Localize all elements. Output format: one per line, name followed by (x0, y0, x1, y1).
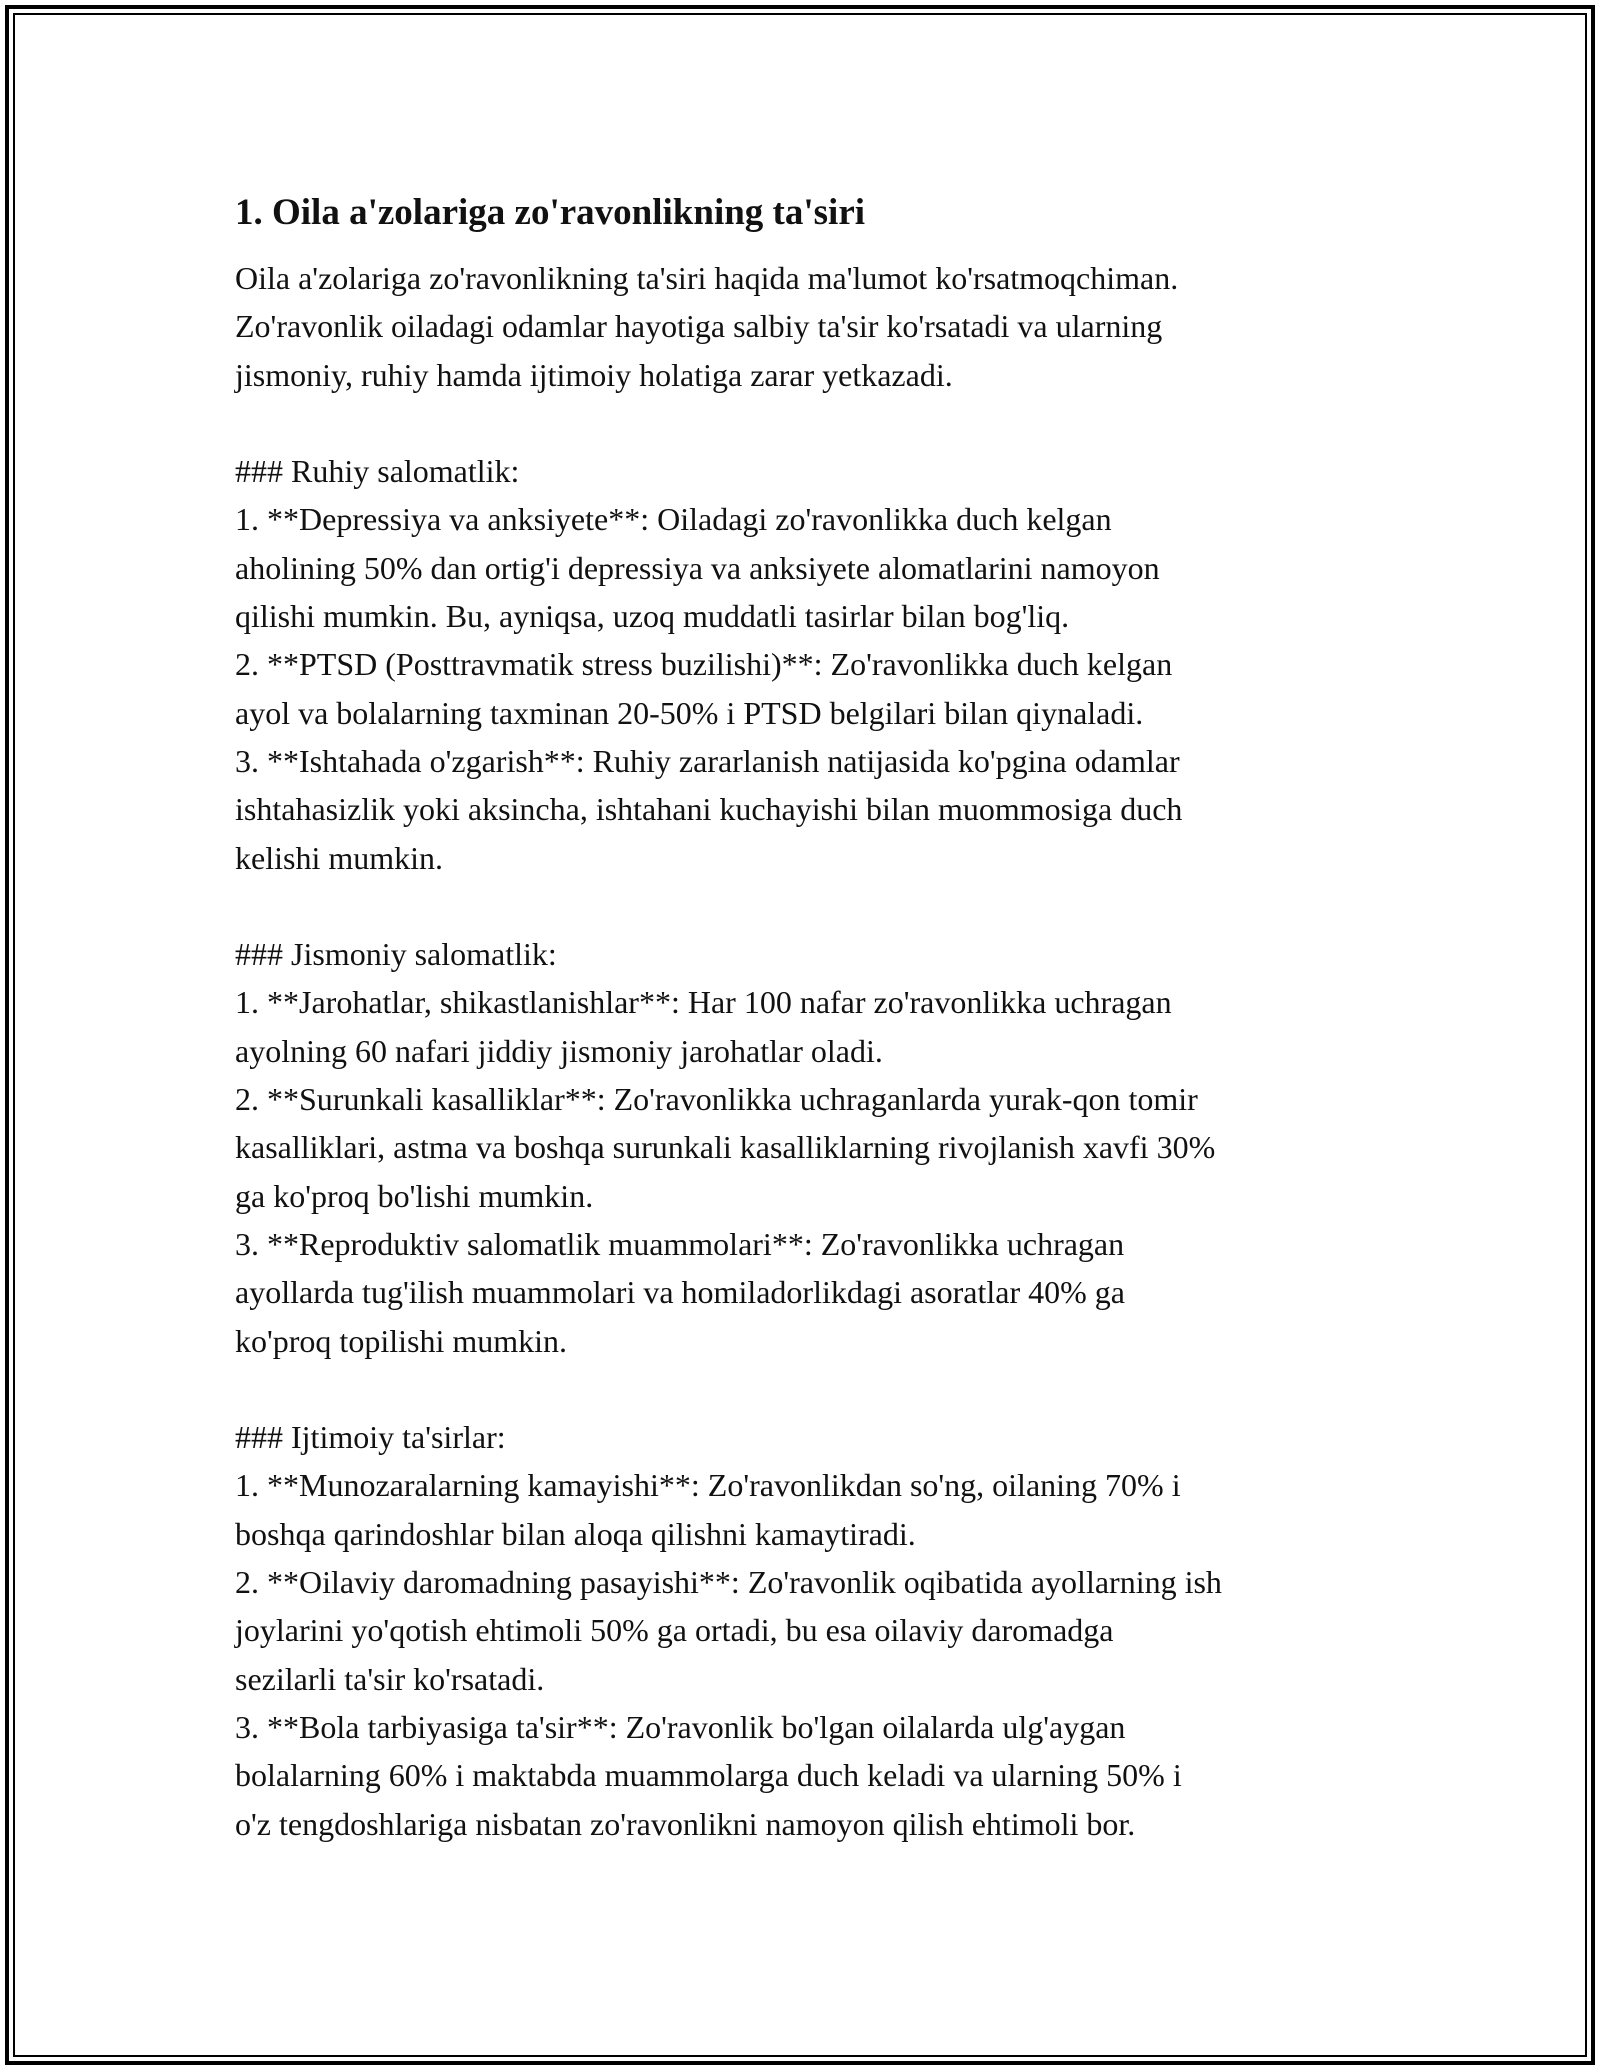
section-line: ayollarda tug'ilish muammolari va homiladorlikdagi asoratlar 40% ga (235, 1274, 1125, 1311)
section-line: o'z tengdoshlariga nisbatan zo'ravonlikni namoyon qilish ehtimoli bor. (235, 1805, 1136, 1842)
section-line: ayol va bolalarning taxminan 20-50% i PTSD belgilari bilan qiynaladi. (235, 694, 1144, 731)
document-title: 1. Oila a'zolariga zo'ravonlikning ta'siri (235, 192, 866, 233)
paragraph-spacer (235, 882, 1385, 930)
section-line: 1. **Munozaralarning kamayishi**: Zo'ravonlikdan so'ng, oilaning 70% i (235, 1467, 1181, 1504)
section-heading: ### Jismoniy salomatlik: (235, 936, 557, 973)
section-line: sezilarli ta'sir ko'rsatadi. (235, 1660, 545, 1697)
paragraph-spacer (235, 1365, 1385, 1413)
section-mental-health (235, 447, 1385, 882)
intro-line: Zo'ravonlik oiladagi odamlar hayotiga salbiy ta'sir ko'rsatadi va ularning (235, 308, 1163, 345)
section-line: qilishi mumkin. Bu, ayniqsa, uzoq muddatli tasirlar bilan bog'liq. (235, 598, 1070, 635)
document-body (235, 190, 1385, 1848)
paragraph-spacer (235, 399, 1385, 447)
section-physical-health (235, 930, 1385, 1365)
section-line: joylarini yo'qotish ehtimoli 50% ga ortadi, bu esa oilaviy daromadga (235, 1612, 1114, 1649)
intro-paragraph (235, 254, 1385, 399)
section-line: bolalarning 60% i maktabda muammolarga duch keladi va ularning 50% i (235, 1757, 1182, 1794)
section-line: 1. **Jarohatlar, shikastlanishlar**: Har 100 nafar zo'ravonlikka uchragan (235, 984, 1172, 1021)
section-heading: ### Ruhiy salomatlik: (235, 453, 520, 490)
section-heading: ### Ijtimoiy ta'sirlar: (235, 1419, 506, 1456)
section-line: 3. **Bola tarbiyasiga ta'sir**: Zo'ravonlik bo'lgan oilalarda ulg'aygan (235, 1708, 1126, 1745)
section-line: ayolning 60 nafari jiddiy jismoniy jarohatlar oladi. (235, 1032, 883, 1069)
section-line: ga ko'proq bo'lishi mumkin. (235, 1177, 594, 1214)
section-line: 2. **Surunkali kasalliklar**: Zo'ravonlikka uchraganlarda yurak-qon tomir (235, 1081, 1198, 1118)
section-line: 1. **Depressiya va anksiyete**: Oiladagi zo'ravonlikka duch kelgan (235, 501, 1112, 538)
section-line: aholining 50% dan ortig'i depressiya va anksiyete alomatlarini namoyon (235, 549, 1160, 586)
section-line: 2. **PTSD (Posttravmatik stress buzilishi)**: Zo'ravonlikka duch kelgan (235, 646, 1173, 683)
section-line: 2. **Oilaviy daromadning pasayishi**: Zo'ravonlik oqibatida ayollarning ish (235, 1564, 1222, 1601)
section-line: kelishi mumkin. (235, 839, 443, 876)
section-line: kasalliklari, astma va boshqa surunkali kasalliklarning rivojlanish xavfi 30% (235, 1129, 1216, 1166)
section-line: boshqa qarindoshlar bilan aloqa qilishni kamaytiradi. (235, 1515, 916, 1552)
section-line: ishtahasizlik yoki aksincha, ishtahani kuchayishi bilan muommosiga duch (235, 791, 1183, 828)
intro-line: jismoniy, ruhiy hamda ijtimoiy holatiga zarar yetkazadi. (235, 356, 953, 393)
section-line: 3. **Reproduktiv salomatlik muammolari**: Zo'ravonlikka uchragan (235, 1225, 1125, 1262)
section-social-impact (235, 1413, 1385, 1848)
section-line: ko'proq topilishi mumkin. (235, 1322, 567, 1359)
section-line: 3. **Ishtahada o'zgarish**: Ruhiy zararlanish natijasida ko'pgina odamlar (235, 742, 1180, 779)
intro-line: Oila a'zolariga zo'ravonlikning ta'siri haqida ma'lumot ko'rsatmoqchiman. (235, 260, 1179, 296)
